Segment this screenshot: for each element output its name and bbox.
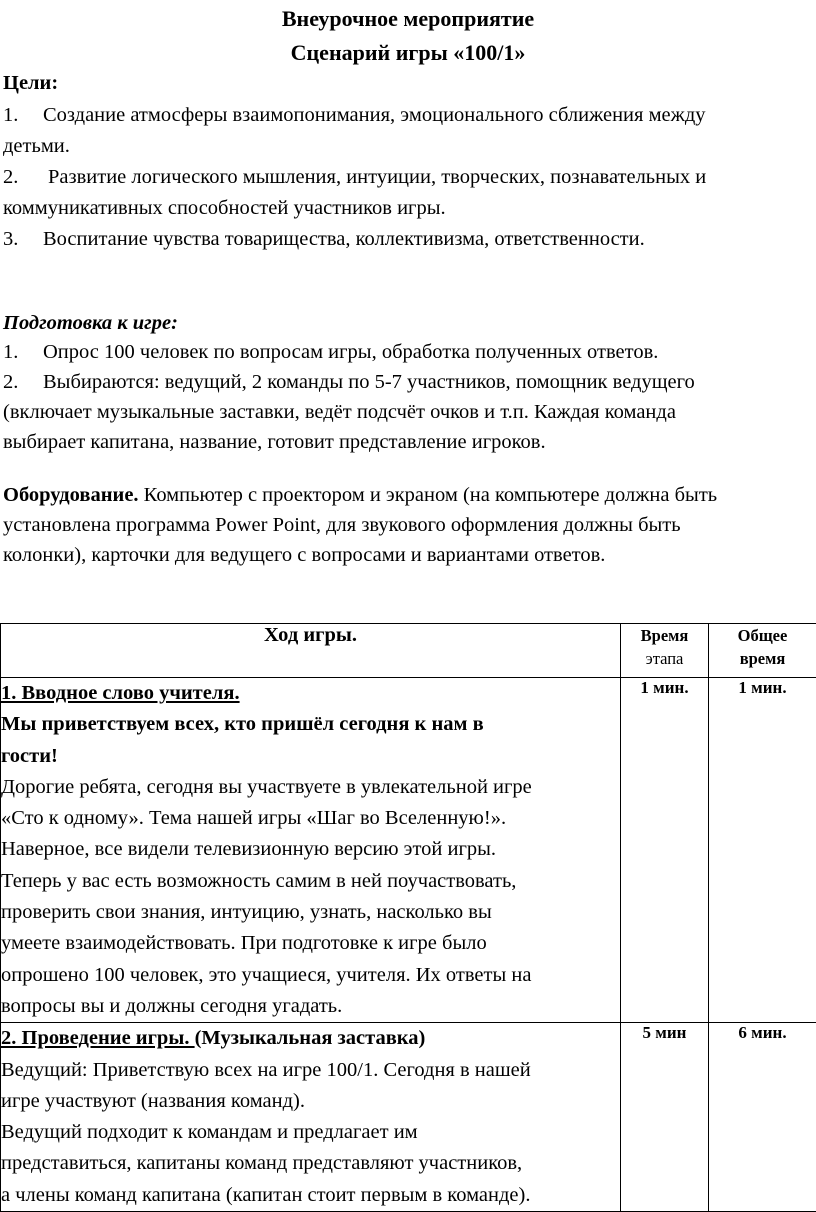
game-script-table — [0, 623, 816, 1212]
stage-1-heading: 1. Вводное слово учителя. — [1, 678, 620, 709]
goal-1-number: 1. — [3, 105, 43, 126]
stage-1-text-line: вопросы вы и должны сегодня угадать. — [1, 991, 620, 1022]
header-stage-time-line1: Время — [621, 624, 708, 647]
stage-1-text-line: умеете взаимодействовать. При подготовке к игре было — [1, 928, 620, 959]
goal-1-text: Создание атмосферы взаимопонимания, эмоционального сближения между — [43, 104, 706, 126]
goal-2-number: 2. — [3, 167, 48, 188]
stage-1-text-line: опрошено 100 человек, это учащиеся, учителя. Их ответы на — [1, 960, 620, 991]
stage-2-text-line: Ведущий: Приветствую всех на игре 100/1. Сегодня в нашей — [1, 1055, 620, 1086]
stage-2-text-line: а члены команд капитана (капитан стоит первым в команде). — [1, 1180, 620, 1211]
equipment-text: Компьютер с проектором и экраном (на компьютере должна быть — [139, 484, 718, 506]
equipment-text-cont-1: установлена программа Power Point, для звукового оформления должны быть — [3, 515, 681, 536]
goals-heading: Цели: — [3, 73, 58, 94]
prep-1-number: 1. — [3, 342, 43, 363]
preparation-item-2 — [3, 372, 695, 393]
stage-2-text-line: игре участвуют (названия команд). — [1, 1086, 620, 1117]
stage-1-text-line: «Сто к одному». Тема нашей игры «Шаг во Вселенную!». — [1, 803, 620, 834]
stage-1-stage-time: 1 мин. — [621, 678, 709, 1023]
table-header-row — [1, 624, 816, 678]
stage-2-heading-suffix: (Музыкальная заставка) — [195, 1027, 426, 1049]
stage-2-stage-time: 5 мин — [621, 1023, 709, 1212]
stage-1-text-line: проверить свои знания, интуицию, узнать, насколько вы — [1, 897, 620, 928]
equipment-text-cont-2: колонки), карточки для ведущего с вопросами и вариантами ответов. — [3, 545, 605, 566]
stage-1-greeting-line1: Мы приветствуем всех, кто пришёл сегодня к нам в — [1, 709, 620, 740]
goal-3-text: Воспитание чувства товарищества, коллективизма, ответственности. — [43, 228, 645, 250]
prep-1-text: Опрос 100 человек по вопросам игры, обработка полученных ответов. — [43, 341, 658, 363]
prep-2-text: Выбираются: ведущий, 2 команды по 5-7 участников, помощник ведущего — [43, 371, 695, 393]
goal-item-1 — [3, 105, 706, 126]
stage-2-total-time: 6 мин. — [709, 1023, 816, 1212]
stage-2-content — [1, 1023, 621, 1212]
header-total-time-line2: время — [709, 647, 816, 670]
document-subtitle: Сценарий игры «100/1» — [0, 40, 816, 66]
stage-1-content — [1, 678, 621, 1023]
table-row — [1, 678, 816, 1023]
stage-1-greeting-line2: гости! — [1, 741, 620, 772]
header-stage-time-line2: этапа — [621, 647, 708, 670]
stage-2-heading: 2. Проведение игры. — [1, 1027, 195, 1049]
goal-2-text-cont: коммуникативных способностей участников игры. — [3, 198, 446, 219]
equipment-paragraph — [3, 485, 717, 506]
preparation-item-1 — [3, 342, 658, 363]
stage-1-text-line: Теперь у вас есть возможность самим в ней поучаствовать, — [1, 866, 620, 897]
stage-1-text-line: Наверное, все видели телевизионную версию этой игры. — [1, 834, 620, 865]
goal-item-3 — [3, 229, 645, 250]
goal-2-text: Развитие логического мышления, интуиции, творческих, познавательных и — [48, 166, 706, 188]
equipment-label: Оборудование. — [3, 484, 139, 506]
stage-1-total-time: 1 мин. — [709, 678, 816, 1023]
goal-item-2 — [3, 167, 706, 188]
prep-2-number: 2. — [3, 372, 43, 393]
goal-1-text-cont: детьми. — [3, 136, 70, 157]
header-stage-time — [621, 624, 709, 678]
stage-2-text-line: Ведущий подходит к командам и предлагает им — [1, 1117, 620, 1148]
header-game-course: Ход игры. — [1, 624, 621, 678]
stage-2-heading-line — [1, 1023, 620, 1054]
goal-3-number: 3. — [3, 229, 43, 250]
document-title: Внеурочное мероприятие — [0, 6, 816, 32]
prep-2-text-cont-1: (включает музыкальные заставки, ведёт подсчёт очков и т.п. Каждая команда — [3, 402, 676, 423]
header-total-time — [709, 624, 816, 678]
stage-2-text-line: представиться, капитаны команд представляют участников, — [1, 1148, 620, 1179]
prep-2-text-cont-2: выбирает капитана, название, готовит представление игроков. — [3, 432, 546, 453]
stage-1-text-line: Дорогие ребята, сегодня вы участвуете в увлекательной игре — [1, 772, 620, 803]
table-row — [1, 1023, 816, 1212]
header-total-time-line1: Общее — [709, 624, 816, 647]
preparation-heading: Подготовка к игре: — [3, 313, 178, 334]
